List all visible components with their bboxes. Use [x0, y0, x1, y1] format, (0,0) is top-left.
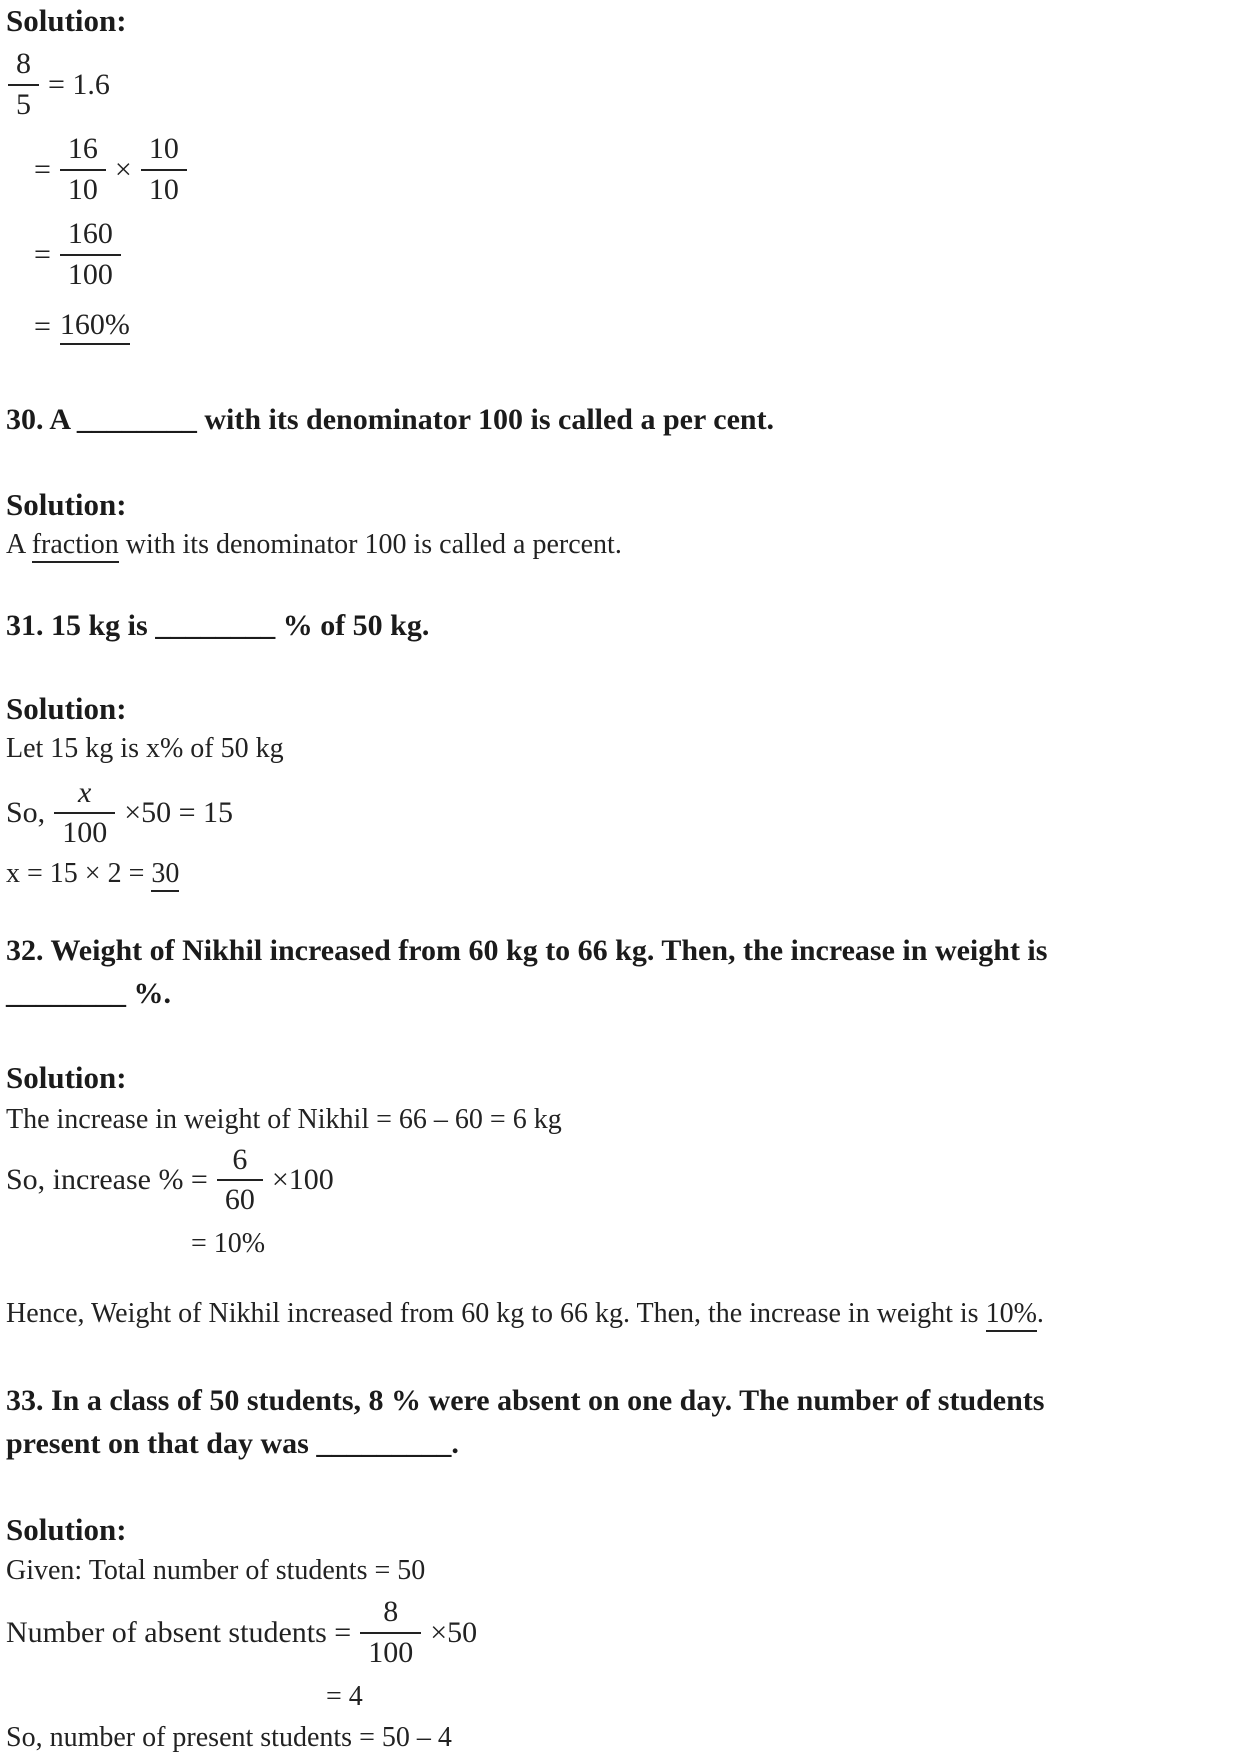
fraction — [60, 217, 121, 292]
equation-prefix: x = 15 × 2 = — [6, 857, 152, 889]
equation-result: = 10% — [191, 1227, 266, 1259]
conclusion-prefix: Hence, Weight of Nikhil increased from 60 kg to 66 kg. Then, the increase in weight is — [6, 1298, 986, 1330]
answer-value-underlined: 10% — [986, 1298, 1037, 1332]
fraction-numerator: 8 — [16, 47, 31, 81]
question-30-heading: 30. A ________ with its denominator 100 is called a per cent. — [6, 403, 775, 437]
conclusion-suffix: . — [1036, 1298, 1044, 1330]
times-sign: × — [114, 152, 132, 186]
fraction-denominator: 100 — [60, 254, 121, 293]
solution-text: So, number of present students = 50 – 4 — [6, 1721, 452, 1753]
equation-suffix: ×50 = 15 — [124, 796, 234, 830]
equals-sign: = — [34, 152, 51, 186]
answer-text: with its denominator 100 is called a percent. — [118, 528, 622, 560]
fraction — [54, 776, 115, 851]
equals-sign: = — [34, 309, 51, 343]
fraction-numerator: 6 — [232, 1142, 248, 1176]
equation-line — [6, 1143, 1230, 1218]
solution-heading: Solution: — [6, 1511, 127, 1547]
equation-line — [6, 776, 1230, 851]
fraction-numerator: 10 — [148, 132, 179, 166]
equation-result: = 1.6 — [48, 67, 110, 101]
fraction — [141, 132, 187, 207]
solution-text — [6, 527, 1230, 563]
fraction-numerator: x — [78, 775, 92, 809]
fraction — [60, 132, 106, 207]
solution-heading: Solution: — [6, 486, 127, 522]
fraction-denominator: 10 — [60, 169, 106, 208]
equation-prefix: So, — [6, 796, 46, 830]
fraction-denominator: 60 — [217, 1179, 263, 1218]
answer-value-underlined: fraction — [32, 529, 119, 563]
fraction — [360, 1595, 421, 1670]
equation-suffix: ×100 — [271, 1163, 334, 1197]
solution-heading: Solution: — [6, 1060, 127, 1096]
equation-result: = 4 — [326, 1681, 363, 1713]
conclusion-text — [6, 1296, 1230, 1332]
answer-value-underlined: 30 — [151, 858, 179, 892]
equation-line — [34, 132, 1230, 207]
fraction-denominator: 5 — [8, 84, 39, 123]
equation-line — [6, 1595, 1230, 1670]
equation-suffix: ×50 — [430, 1615, 478, 1649]
equation-line — [34, 308, 1230, 345]
fraction — [217, 1143, 263, 1218]
equation-prefix: So, increase % = — [6, 1163, 208, 1197]
fraction — [8, 47, 39, 122]
equation-line — [34, 217, 1230, 292]
solution-text: Given: Total number of students = 50 — [6, 1554, 426, 1586]
solution-text — [6, 856, 1230, 892]
fraction-numerator: 160 — [67, 217, 113, 251]
question-32-heading: 32. Weight of Nikhil increased from 60 kg to 66 kg. Then, the increase in weight is ________ %. — [6, 933, 1048, 1010]
solution-text: Let 15 kg is x% of 50 kg — [6, 733, 284, 765]
solution-heading: Solution: — [6, 3, 127, 38]
equation-line — [8, 47, 1230, 122]
solution-heading: Solution: — [6, 690, 127, 726]
answer-text: A — [6, 528, 32, 560]
equals-sign: = — [34, 237, 51, 271]
solution-text: The increase in weight of Nikhil = 66 – 60 = 6 kg — [6, 1104, 562, 1136]
question-31-heading: 31. 15 kg is ________ % of 50 kg. — [6, 609, 430, 643]
equation-prefix: Number of absent students = — [6, 1615, 352, 1649]
fraction-numerator: 8 — [383, 1595, 399, 1629]
answer-value-underlined: 160% — [60, 308, 130, 345]
fraction-denominator: 100 — [54, 812, 115, 851]
fraction-denominator: 10 — [141, 169, 187, 208]
fraction-numerator: 16 — [67, 132, 98, 166]
question-33-heading: 33. In a class of 50 students, 8 % were absent on one day. The number of students present on that day was _________. — [6, 1384, 1045, 1461]
fraction-denominator: 100 — [360, 1632, 421, 1671]
